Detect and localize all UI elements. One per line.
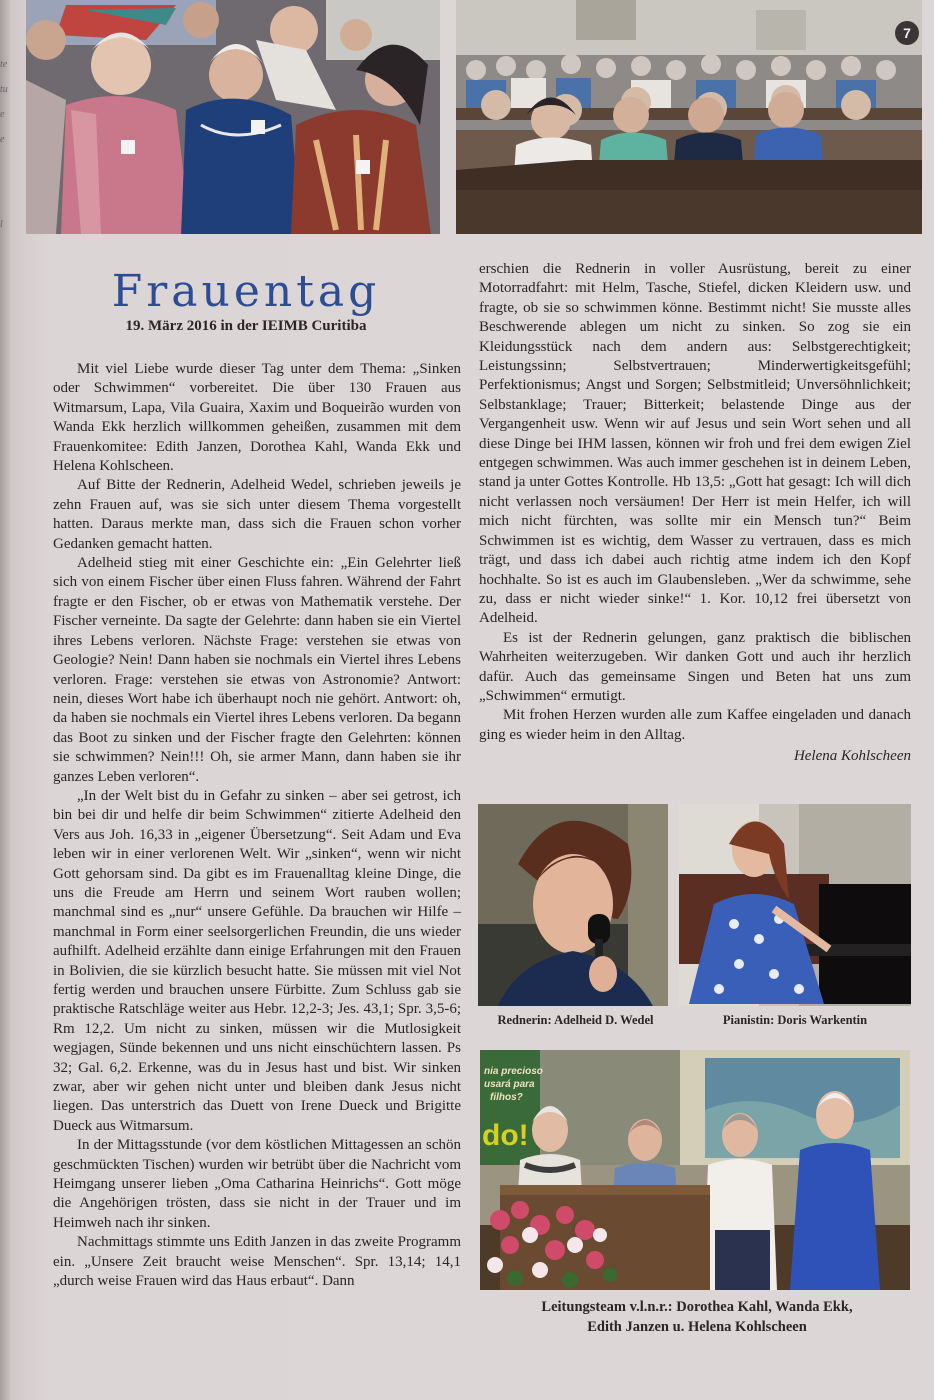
paragraph: Mit viel Liebe wurde dieser Tag unter dem Thema: „Sinken oder Schwimmen“ vorbereitet. Die über 130 Frauen aus Witmarsum, Lapa, Vila Guaira, Xaxim und Boqueirão wurden von Wanda Ekk herzlich willkommen geheißen, zusammen mit dem Frauenkomitee: Edith Janzen, Dorothea Kahl, Wanda Ekk und Helena Kohlscheen. [53,361,461,475]
photo-leadership-team-image [480,1050,910,1290]
photo-women-arriving-image [26,0,440,234]
paragraph: „In der Welt bist du in Gefahr zu sinken – aber sei getrost, ich bin bei dir und helfe dir beim Schwimmen“ zitierte Adelheid den Vers aus Joh. 16,33 in „eigener Übersetzung“. Seit Adam und Eva leben wir in einer verlorenen Welt. Wir „sinken“, wenn wir nicht Gott gehorsam sind. Da gibt es im Frauenalltag kleine Dinge, die uns die Freude am Herrn und seinem Wort rauben wollen; manchmal sind es „nur“ unsere Gefühle. Da brauchen wir Hilfe – manchmal in Form einer seelsorgerlichen Freundin, die uns wieder aufhilft. Adelheid erzählte dann einige Erfahrungen mit den Frauen in Bolivien, die sie kürzlich besucht hatte. Sie müssen mit viel Not fertig werden und brauchen unsere Fürbitte. Zum Schluss gab sie praktische Ratschläge weiter aus Hebr. 12,2-3; Jes. 43,1; Spr. 3,5-6; Rm 12,2. Um nicht zu sinken, müssen wir die Mutlosigkeit wegjagen, Sünde bekennen und uns nicht einschüchtern lassen. Ps 32; Gal. 6,2. Erkenne, was du in Jesus hast und bist. Wir sinken zwar, aber wir gehen nicht unter und bleiben dank Jesus nicht liegen. Das unterstrich das Duett von Irene Dueck und Brigitte Dueck aus Witmarsum. [53,787,461,1134]
caption-pianist: Pianistin: Doris Warkentin [722,1013,868,1027]
caption-leadership-team [480,1297,914,1337]
paragraph: Nachmittags stimmte uns Edith Janzen in das zweite Programm ein. „Unsere Zeit braucht weise Menschen“. Spr. 13,14; 14,1 „durch weise Frauen wird das Haus erbaut“. Dann [53,1234,461,1290]
paragraph: In der Mittagsstunde (vor dem köstlichen Mittagessen an schön geschmückten Tischen) wurden wir betrübt über die Nachricht vom Heimgang unserer lieben „Oma Catharina Heinrichs“. Gott möge die Angehörigen trösten, dass sie nicht in der Trauer und im Heimweh nach ihr sinken. [53,1137,461,1231]
photo-audience-hall-image [456,0,922,234]
edge-fragment: e [0,109,5,120]
sign-text-large: do! [482,1119,529,1152]
edge-fragment: te [0,59,8,70]
caption-speaker: Rednerin: Adelheid D. Wedel [497,1013,654,1027]
author-signature: Helena Kohlscheen [793,748,911,765]
sign-text: nia precioso [484,1066,543,1077]
edge-fragment: l [0,219,3,230]
caption-line: Leitungsteam v.l.n.r.: Dorothea Kahl, Wanda Ekk, [541,1299,853,1315]
photo-pianist-image [679,804,911,1006]
paragraph: Adelheid stieg mit einer Geschichte ein: „Ein Gelehrter ließ sich von einem Fischer über einen Fluss fahren. Während der Fahrt fragte er den Fischer, ob er etwas von Mathematik verstehe. Der Fischer verneinte. Da sagte der Gelehrte: dann haben sie ein Viertel ihres Lebens verloren. Nächste Frage: verstehen sie etwas von Geologie? Nein! Dann haben sie nochmals ein Viertel ihres Lebens verloren. Frage: verstehen sie etwas von Astronomie? Antwort: nein, dieses Wort habe ich überhaupt noch nie gehört. Antwort: oh, da haben sie nochmals ein Viertel ihres Lebens verloren. Da begann das Boot zu sinken und der Fischer fragte den Gelehrten: können sie schwimmen? Nein!!! Oh, sie armer Mann, dann haben sie ihr ganzes Leben verloren“. [53,555,461,785]
photo-women-arriving [26,0,440,234]
article-subtitle: 19. März 2016 in der IEIMB Curitiba [125,318,367,334]
page-fold-edge [0,0,10,1400]
paragraph: erschien die Rednerin in voller Ausrüstung, bereit zu einer Motorradfahrt: mit Helm, Tasche, Stiefel, dicken Kleidern usw. und fragte, ob sie so schwimmen könne. Bestimmt nicht! Sie musste alles Beschwerende ablegen um nicht zu sinken. So zog sie ein Kleidungsstück nach dem andern aus: Selbstgerechtigkeit; Leistungssinn; Selbstvertrauen; Minderwertigkeitsgefühl; Perfektionismus; Angst und Sorgen; Selbstmitleid; Unversöhnlichkeit; Selbstanklage; Trauer; Bitterkeit; belastende Dinge aus der Vergangenheit usw. Wenn wir auf Jesus und sein Wort sehen und all diese Dinge bei IHM lassen, können wir froh und frei dem ewigen Ziel entgegen schwimmen. Was auch immer geschehen ist in deinem Leben, stand ja unter Gottes Kontrolle. Hb 13,5: „Gott hat gesagt: Ich will dich nicht verlassen noch versäumen! Der Herr ist mein Helfer, ich will mich nicht fürchten, was sollte mir ein Mensch tun?“ Beim Schwimmen ist es wichtig, dem Wasser zu vertrauen, dass es mich trägt, und dass ich dabei auch richtig atme indem ich den Kopf hochhalte. So ist es auch im Glaubensleben. „Wer da schwimme, sehe zu, dass er nicht wieder sinke!“ 1. Kor. 10,12 frei übersetzt von Adelheid. [479,261,911,627]
photo-speaker-image [478,804,668,1006]
edge-fragment: tu [0,84,8,95]
paragraph: Es ist der Rednerin gelungen, ganz praktisch die biblischen Wahrheiten weiterzugeben. Wir danken Gott und auch ihr herzlich dafür. Auch das gemeinsame Singen und Beten hat uns zum „Schwimmen“ ermutigt. [479,629,911,704]
photo-pianist [679,804,911,1006]
photo-speaker [478,804,668,1006]
article-title: Frauentag [111,266,381,317]
edge-fragment: e [0,134,5,145]
article-column-left [53,360,461,1292]
page-number-badge: 7 [895,21,919,45]
previous-page-text-fragments [0,52,10,237]
sign-text: usará para [484,1079,535,1090]
sign-text: filhos? [490,1092,523,1103]
photo-audience-hall [456,0,922,234]
paragraph: Auf Bitte der Rednerin, Adelheid Wedel, schrieben jeweils je zehn Frauen auf, was sie sich unter diesem Thema vorgestellt hatten. Daraus merkte man, dass sich die Frauen schon vorher Gedanken gemacht hatten. [53,477,461,552]
article-column-right [479,260,911,767]
paragraph: Mit frohen Herzen wurden alle zum Kaffee eingeladen und danach ging es wieder heim in den Alltag. [479,707,911,743]
caption-line: Edith Janzen u. Helena Kohlscheen [587,1319,807,1335]
photo-leadership-team [480,1050,910,1290]
